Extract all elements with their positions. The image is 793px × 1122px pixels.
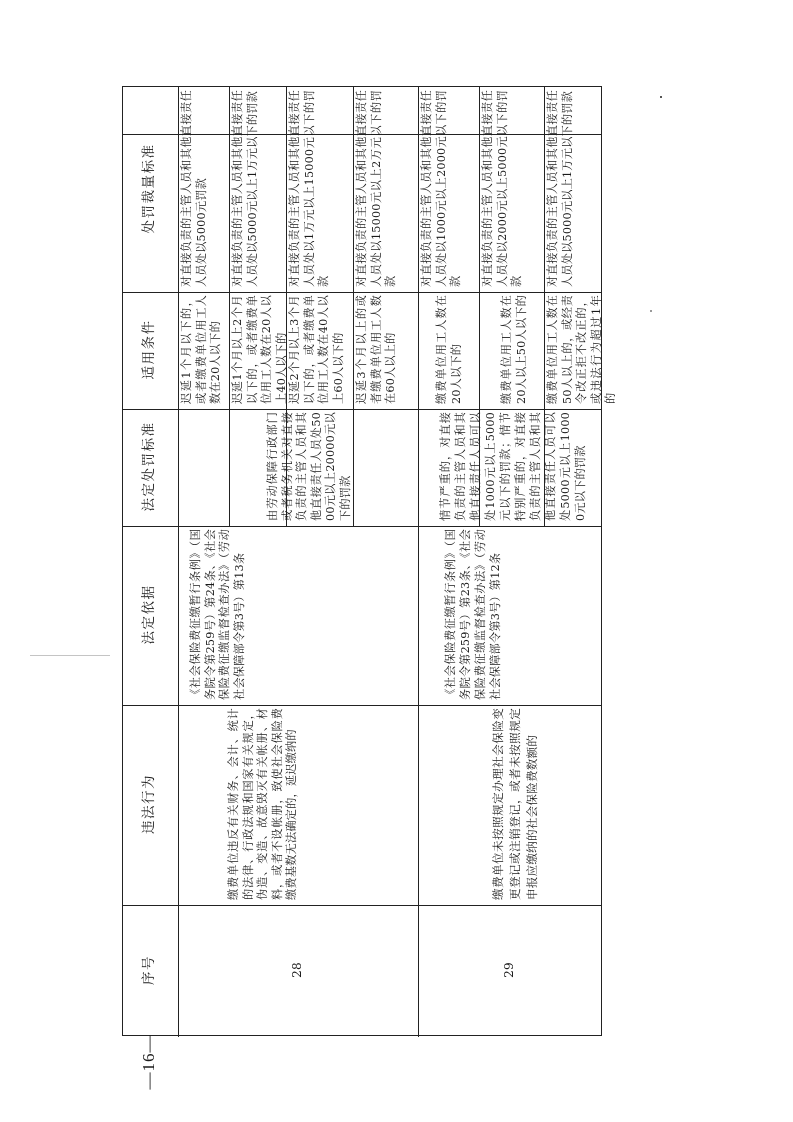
item-legal-basis: 《社会保险费征缴暂行条例》（国务院令第259号）第23条、《社会保险费征缴监督检查办法》（劳动社会保障部令第3号）第12条 — [444, 529, 502, 700]
standard-text: 对直接负责的主管人员和其他直接责任人员处以2000元以上5000元以下的罚款 — [481, 90, 523, 287]
item-28-legal-basis-cell — [186, 525, 336, 704]
standard-text: 对直接负责的主管人员和其他直接责任人员处以5000元以上1万元以下的罚款 — [231, 90, 259, 287]
item-28-condition-1 — [177, 291, 228, 408]
item-28-condition-4 — [352, 291, 417, 408]
item-29-seq-cell — [417, 904, 602, 1036]
item-28-standard-4 — [352, 86, 417, 291]
standard-text: 对直接负责的主管人员和其他直接责任人员处以5000元以上1万元以下的罚款 — [546, 90, 574, 287]
item-29-violation-cell — [487, 704, 595, 904]
item-29-condition-3 — [543, 291, 617, 408]
item-28-seq-cell — [177, 904, 417, 1036]
item-seq: 28 — [289, 962, 304, 978]
header-statutory-cell — [122, 408, 177, 525]
header-discretion-standard: 处罚裁量标准 — [141, 143, 158, 234]
header-statutory-standard: 法定处罚标准 — [141, 421, 158, 512]
scan-dot — [650, 310, 652, 312]
header-seq-cell — [122, 904, 177, 1036]
item-seq: 29 — [502, 962, 517, 978]
item-statutory-standard: 由劳动保障行政部门或者税务机关对直接负责的主管人员和其他直接责任人员处5000元以上20000元以下的罚款 — [266, 412, 352, 521]
item-29-legal-basis-cell — [440, 525, 595, 704]
item-28-standard-3 — [285, 86, 352, 291]
item-28-standard-2 — [228, 86, 285, 291]
header-violation: 违法行为 — [141, 774, 158, 834]
item-29-standard-2 — [478, 86, 543, 291]
page-number — [136, 1032, 162, 1092]
header-condition: 适用条件 — [141, 319, 158, 380]
item-28-standard-1 — [177, 86, 228, 291]
item-legal-basis: 《社会保险费征缴暂行条例》（国务院令第259号）第24条、《社会保险费征缴监督检查办法》（劳动社会保障部令第3号）第13条 — [189, 529, 246, 700]
condition-text: 缴费单位用工人数在20人以上50人以下的 — [500, 295, 528, 404]
item-28-condition-3 — [285, 291, 352, 408]
condition-text: 缴费单位用工人数在20人以下的 — [435, 295, 463, 404]
item-28-violation-cell — [224, 704, 374, 904]
standard-text: 对直接负责的主管人员和其他直接责任人员处以5000元罚款 — [180, 90, 208, 287]
header-seq: 序号 — [141, 955, 158, 985]
standard-text: 对直接负责的主管人员和其他直接责任人员处以1万元以上15000元以下的罚款 — [288, 90, 330, 287]
item-violation: 缴费单位违反有关财务、会计、统计的法律、行政法规和国家有关规定，伪造、变造、故意毁灭有关帐册、材料，或者不设帐册，致使社会保险费缴费基数无法确定的，延迟缴纳的 — [227, 708, 298, 900]
header-legal-basis-cell — [122, 525, 177, 704]
header-discretion-cell — [122, 86, 177, 291]
item-violation: 缴费单位未按照规定办理社会保险变更登记或注销登记，或者未按照规定申报应缴纳的社会保险费数额的 — [491, 708, 539, 900]
item-29-condition-1 — [417, 291, 478, 408]
item-29-standard-1 — [417, 86, 478, 291]
scan-line — [30, 655, 110, 656]
item-29-standard-3 — [543, 86, 602, 291]
page-number-text: —16— — [139, 1034, 158, 1090]
standard-text: 对直接负责的主管人员和其他直接责任人员处以15000元以上2万元以下的罚款 — [355, 90, 397, 287]
condition-text: 缴费单位用工人数在50人以上的，或经责令改正拒不改正的，或违法行为超过1年的 — [546, 295, 617, 404]
header-condition-cell — [122, 291, 177, 408]
condition-text: 迟延3个月以上的或者缴费单位用工人数在60人以上的 — [355, 295, 397, 404]
item-28-statutory-cell — [263, 408, 417, 525]
condition-text: 迟延1个月以上2个月以下的，或者缴费单位用工人数在20人以上40人以下的 — [231, 295, 288, 404]
item-statutory-standard: 情节严重的，对直接负责的主管人员和其他直接责任人员可以处1000元以上5000元以下的罚款；情节特别严重的，对直接负责的主管人员和其他直接责任人员可以处5000元以上10000元以下的罚款 — [439, 412, 587, 521]
condition-text: 迟延2个月以上3个月以下的，或者缴费单位用工人数在40人以上60人以下的 — [288, 295, 345, 404]
item-28-condition-2 — [228, 291, 288, 408]
scan-dot — [660, 96, 662, 98]
header-legal-basis: 法定依据 — [141, 584, 158, 645]
header-violation-cell — [122, 704, 177, 904]
condition-text: 迟延1个月以下的，或者缴费单位用工人数在20人以下的 — [180, 295, 222, 404]
item-29-statutory-cell — [435, 408, 602, 525]
standard-text: 对直接负责的主管人员和其他直接责任人员处以1000元以上2000元以下的罚款 — [420, 90, 462, 287]
item-29-condition-2 — [478, 291, 543, 408]
